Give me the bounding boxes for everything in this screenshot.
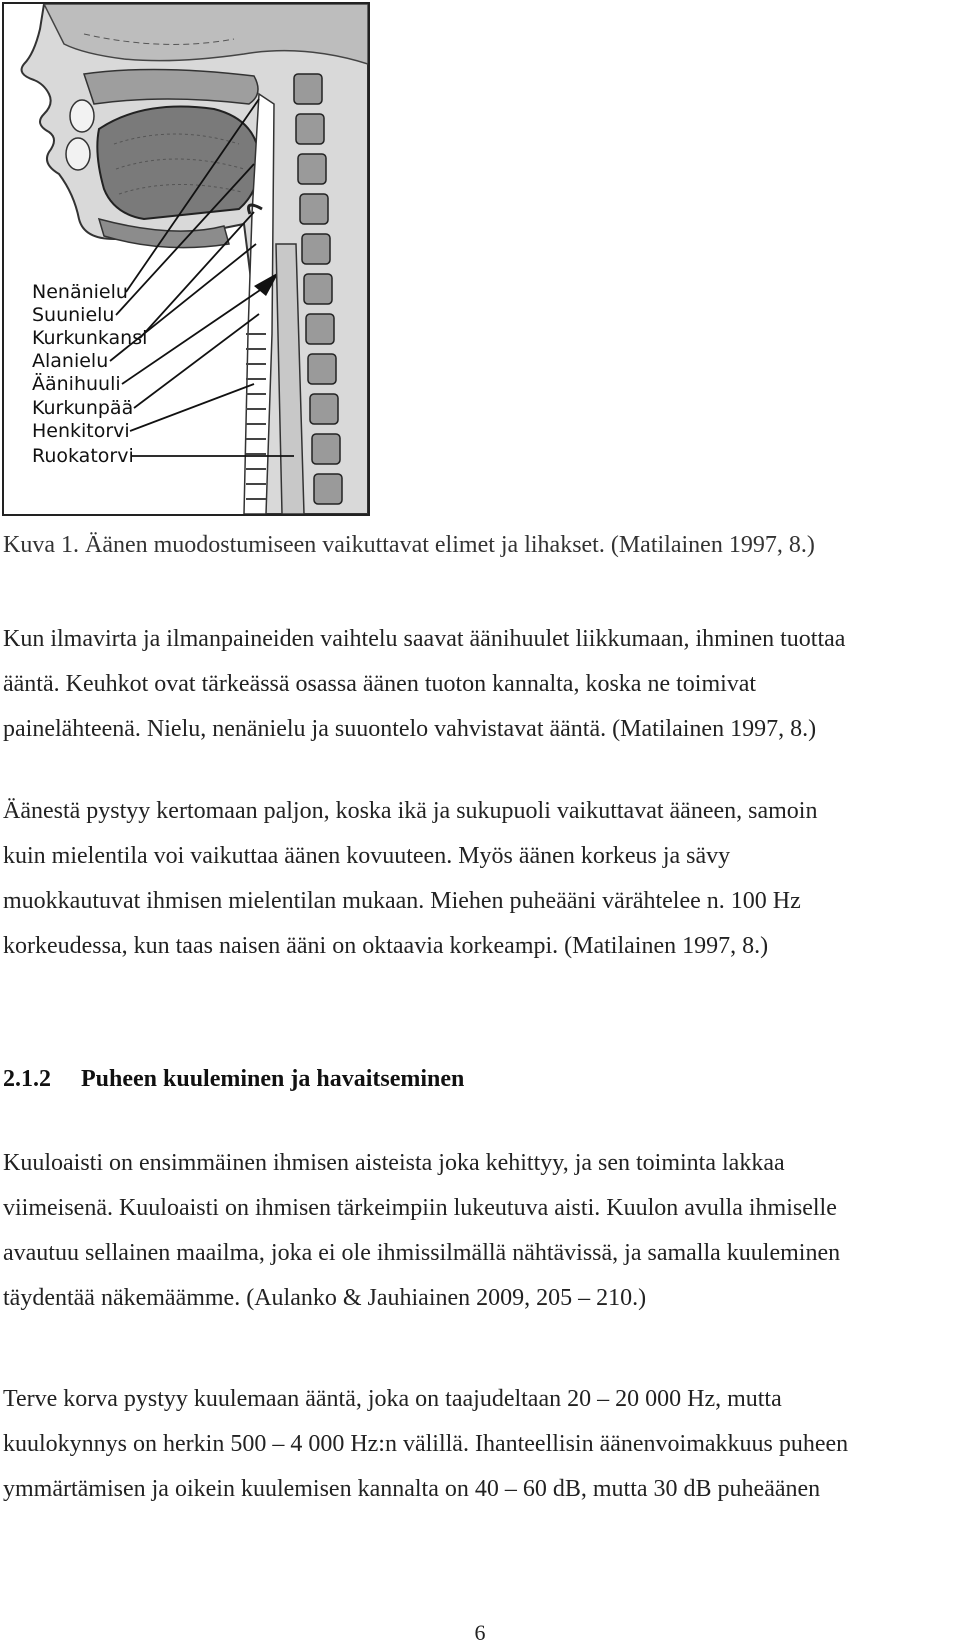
label-kurkunpaa: Kurkunpää (32, 397, 134, 419)
label-ruokatorvi: Ruokatorvi (32, 445, 134, 467)
paragraph-hearing-sense (3, 1141, 957, 1321)
text-line: Terve korva pystyy kuulemaan ääntä, joka on taajudeltaan 20 – 20 000 Hz, mutta (3, 1386, 782, 1412)
label-kurkunkansi: Kurkunkansi (32, 327, 148, 349)
page-number: 6 (474, 1620, 486, 1645)
text-line: muokkautuvat ihmisen mielentilan mukaan. Miehen puheääni värähtelee n. 100 Hz (3, 888, 801, 914)
section-number: 2.1.2 (3, 1066, 51, 1092)
tongue-shape (97, 107, 259, 220)
text-line: kuulokynnys on herkin 500 – 4 000 Hz:n välillä. Ihanteellisin äänenvoimakkuus puheen (3, 1431, 849, 1457)
text-line: ääntä. Keuhkot ovat tärkeässä osassa äänen tuoton kannalta, koska ne toimivat (3, 671, 757, 697)
section-heading (3, 1066, 464, 1093)
label-nenanielu: Nenänielu (32, 281, 128, 303)
anatomy-figure (2, 2, 370, 516)
text-line: Kun ilmavirta ja ilmanpaineiden vaihtelu saavat äänihuulet liikkumaan, ihminen tuottaa (3, 626, 846, 652)
text-line: Äänestä pystyy kertomaan paljon, koska ikä ja sukupuoli vaikuttavat ääneen, samoin (3, 798, 818, 824)
label-alanielu: Alanielu (32, 350, 109, 372)
text-line: avautuu sellainen maailma, joka ei ole ihmissilmällä nähtävissä, ja samalla kuuleminen (3, 1240, 841, 1266)
vocal-tract-illustration (4, 4, 368, 514)
paragraph-voice-character (3, 789, 957, 969)
section-title: Puheen kuuleminen ja havaitseminen (81, 1066, 465, 1092)
text-line: korkeudessa, kun taas naisen ääni on oktaavia korkeampi. (Matilainen 1997, 8.) (3, 933, 769, 959)
paragraph-hearing-range (3, 1377, 957, 1512)
label-suunielu: Suunielu (32, 304, 115, 326)
text-line: kuin mielentila voi vaikuttaa äänen kovuuteen. Myös äänen korkeus ja sävy (3, 843, 731, 869)
text-line: täydentää näkemäämme. (Aulanko & Jauhiainen 2009, 205 – 210.) (3, 1285, 647, 1311)
text-line: ymmärtämisen ja oikein kuulemisen kannalta on 40 – 60 dB, mutta 30 dB puheäänen (3, 1476, 821, 1502)
paragraph-voice-production (3, 617, 957, 752)
text-line: Kuuloaisti on ensimmäinen ihmisen aisteista joka kehittyy, ja sen toiminta lakkaa (3, 1150, 785, 1176)
text-line: painelähteenä. Nielu, nenänielu ja suuontelo vahvistavat ääntä. (Matilainen 1997, 8.) (3, 716, 817, 742)
label-henkitorvi: Henkitorvi (32, 420, 130, 442)
figure-caption: Kuva 1. Äänen muodostumiseen vaikuttavat elimet ja lihakset. (Matilainen 1997, 8.) (3, 532, 815, 558)
text-line: viimeisenä. Kuuloaisti on ihmisen tärkeimpiin lukeutuva aisti. Kuulon avulla ihmiselle (3, 1195, 837, 1221)
label-aanihuuli: Äänihuuli (32, 373, 121, 395)
